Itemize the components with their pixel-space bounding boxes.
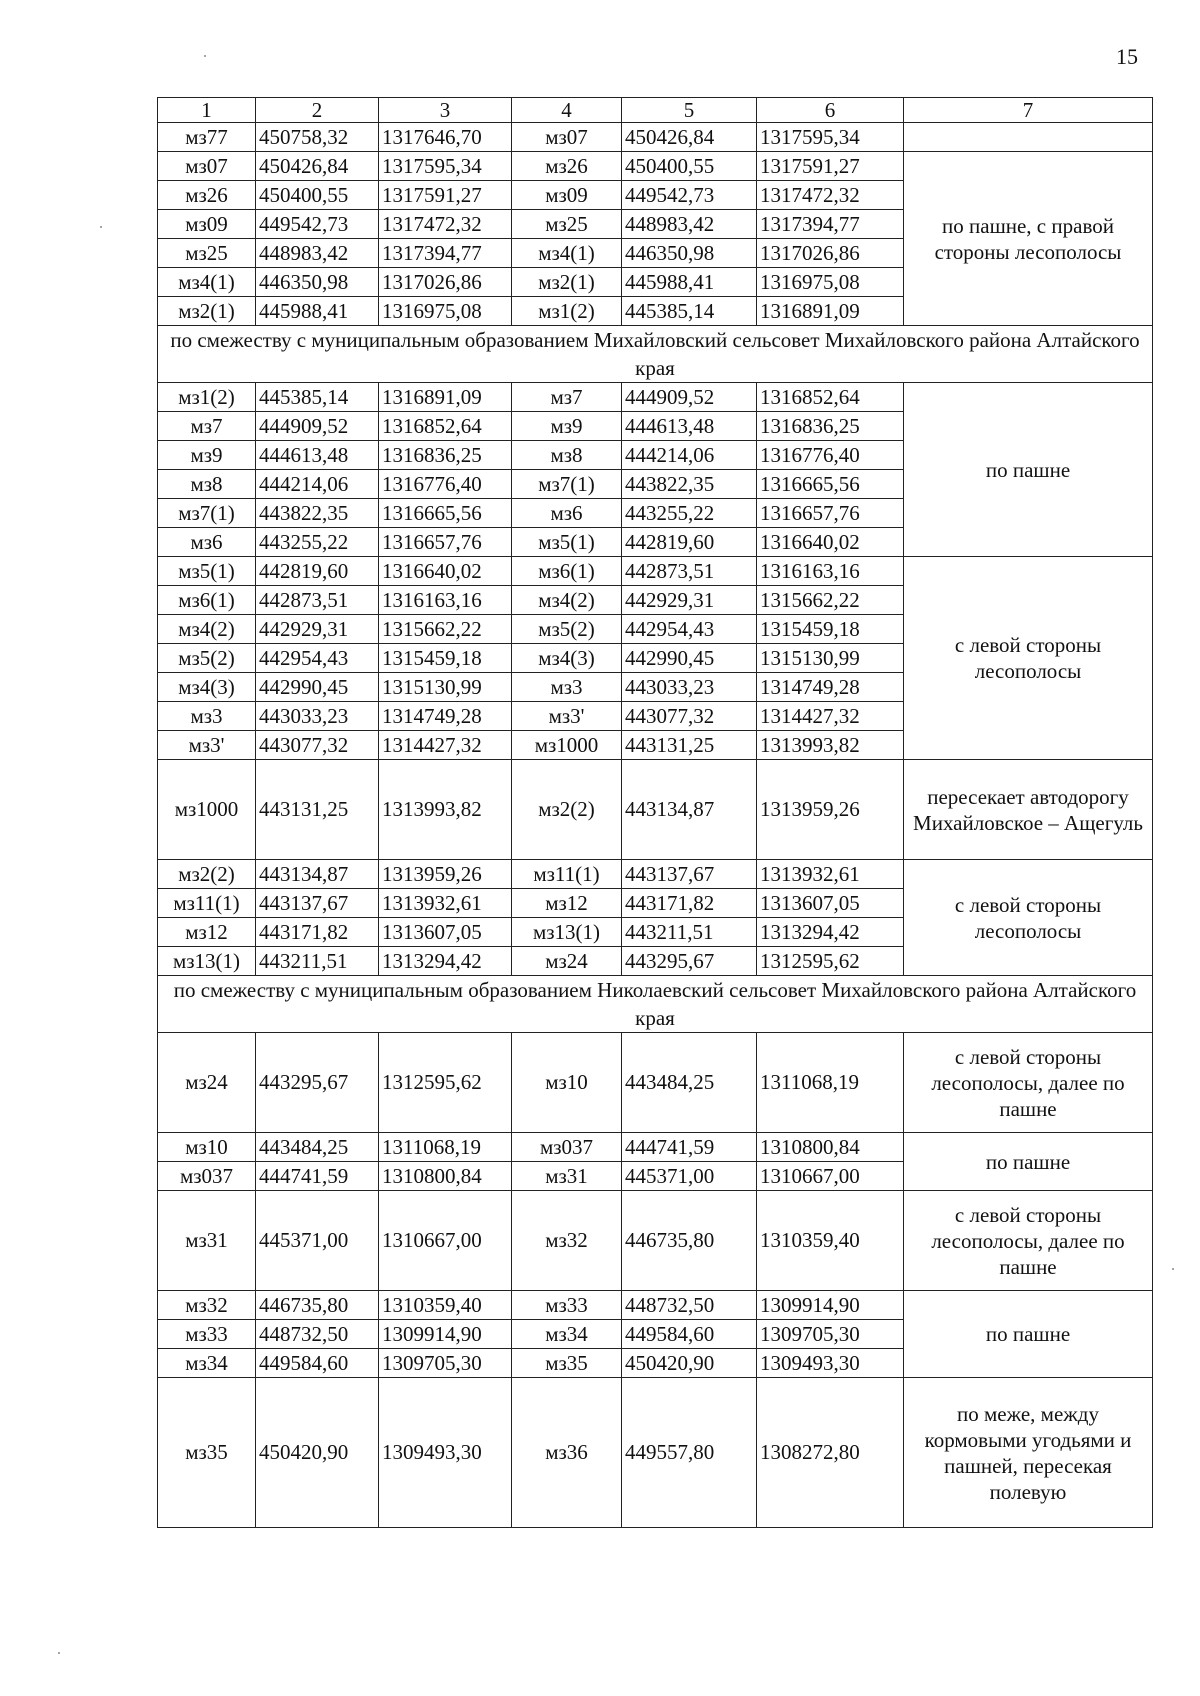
point-from-cell: мз8 xyxy=(158,470,256,499)
coordinate-cell: 1317394,77 xyxy=(379,239,512,268)
coordinate-cell: 442929,31 xyxy=(622,586,757,615)
coordinate-cell: 442990,45 xyxy=(256,673,379,702)
coordinate-cell: 450420,90 xyxy=(256,1378,379,1528)
table-row xyxy=(158,1133,1153,1162)
coordinate-cell: 442819,60 xyxy=(622,528,757,557)
coordinate-cell: 1317591,27 xyxy=(379,181,512,210)
header-cell: 4 xyxy=(512,98,622,123)
coordinate-cell: 1310359,40 xyxy=(379,1291,512,1320)
coordinate-cell: 442873,51 xyxy=(622,557,757,586)
coordinate-cell: 442990,45 xyxy=(622,644,757,673)
coordinate-cell: 443255,22 xyxy=(256,528,379,557)
coordinate-cell: 1313932,61 xyxy=(757,860,904,889)
coordinate-cell: 449542,73 xyxy=(622,181,757,210)
coordinate-cell: 442954,43 xyxy=(622,615,757,644)
coordinate-cell: 1316665,56 xyxy=(379,499,512,528)
coordinate-cell: 443295,67 xyxy=(256,1033,379,1133)
coordinate-cell: 445385,14 xyxy=(622,297,757,326)
coordinate-cell: 1309705,30 xyxy=(757,1320,904,1349)
coordinate-cell: 1315662,22 xyxy=(757,586,904,615)
point-to-cell: мз2(1) xyxy=(512,268,622,297)
coordinate-cell: 445385,14 xyxy=(256,383,379,412)
coordinate-cell: 443484,25 xyxy=(622,1033,757,1133)
table-row xyxy=(158,1291,1153,1320)
coordinate-cell: 1316657,76 xyxy=(379,528,512,557)
point-from-cell: мз34 xyxy=(158,1349,256,1378)
point-from-cell: мз26 xyxy=(158,181,256,210)
coordinate-cell: 1316975,08 xyxy=(757,268,904,297)
coordinate-cell: 1315459,18 xyxy=(757,615,904,644)
coordinate-cell: 450426,84 xyxy=(256,152,379,181)
point-to-cell: мз5(1) xyxy=(512,528,622,557)
coordinate-cell: 1315130,99 xyxy=(379,673,512,702)
coordinate-cell: 444741,59 xyxy=(622,1133,757,1162)
point-from-cell: мз4(3) xyxy=(158,673,256,702)
boundary-description-cell: по пашне, с правой стороны лесополосы xyxy=(904,152,1153,326)
coordinate-cell: 443033,23 xyxy=(256,702,379,731)
point-to-cell: мз4(1) xyxy=(512,239,622,268)
coordinate-cell: 443171,82 xyxy=(622,889,757,918)
point-to-cell: мз1(2) xyxy=(512,297,622,326)
boundary-description-cell: с левой стороны лесополосы xyxy=(904,860,1153,976)
coordinate-cell: 449584,60 xyxy=(622,1320,757,1349)
coordinate-cell: 1310359,40 xyxy=(757,1191,904,1291)
coordinate-cell: 448732,50 xyxy=(256,1320,379,1349)
coordinate-cell: 1316657,76 xyxy=(757,499,904,528)
coordinate-cell: 443211,51 xyxy=(622,918,757,947)
coordinate-cell: 1317472,32 xyxy=(379,210,512,239)
point-from-cell: мз07 xyxy=(158,152,256,181)
point-to-cell: мз6(1) xyxy=(512,557,622,586)
point-from-cell: мз4(2) xyxy=(158,615,256,644)
point-from-cell: мз5(1) xyxy=(158,557,256,586)
coordinate-cell: 443033,23 xyxy=(622,673,757,702)
coordinate-cell: 450420,90 xyxy=(622,1349,757,1378)
scan-speck xyxy=(204,55,206,57)
coordinate-cell: 443822,35 xyxy=(622,470,757,499)
coordinate-cell: 1310667,00 xyxy=(757,1162,904,1191)
boundary-description-cell: с левой стороны лесополосы xyxy=(904,557,1153,760)
point-to-cell: мз31 xyxy=(512,1162,622,1191)
coordinate-cell: 449542,73 xyxy=(256,210,379,239)
point-to-cell: мз7 xyxy=(512,383,622,412)
coordinate-cell: 444741,59 xyxy=(256,1162,379,1191)
point-from-cell: мз5(2) xyxy=(158,644,256,673)
coordinate-cell: 1314749,28 xyxy=(379,702,512,731)
point-to-cell: мз33 xyxy=(512,1291,622,1320)
coordinate-cell: 1313993,82 xyxy=(757,731,904,760)
coordinate-cell: 446735,80 xyxy=(256,1291,379,1320)
coordinate-cell: 442929,31 xyxy=(256,615,379,644)
point-from-cell: мз7(1) xyxy=(158,499,256,528)
point-to-cell: мз26 xyxy=(512,152,622,181)
point-to-cell: мз09 xyxy=(512,181,622,210)
point-from-cell: мз3' xyxy=(158,731,256,760)
point-from-cell: мз037 xyxy=(158,1162,256,1191)
coordinate-cell: 443211,51 xyxy=(256,947,379,976)
boundary-description-cell xyxy=(904,123,1153,152)
coordinate-cell: 1316640,02 xyxy=(757,528,904,557)
point-to-cell: мз12 xyxy=(512,889,622,918)
point-to-cell: мз9 xyxy=(512,412,622,441)
coordinate-cell: 445371,00 xyxy=(256,1191,379,1291)
point-to-cell: мз10 xyxy=(512,1033,622,1133)
coordinate-cell: 1316776,40 xyxy=(757,441,904,470)
point-from-cell: мз35 xyxy=(158,1378,256,1528)
coordinate-cell: 1313959,26 xyxy=(757,760,904,860)
coordinate-cell: 1316640,02 xyxy=(379,557,512,586)
coordinate-cell: 1314427,32 xyxy=(757,702,904,731)
coordinate-cell: 443822,35 xyxy=(256,499,379,528)
point-from-cell: мз33 xyxy=(158,1320,256,1349)
coordinate-cell: 1309914,90 xyxy=(379,1320,512,1349)
coordinate-cell: 1311068,19 xyxy=(379,1133,512,1162)
coordinate-cell: 1313932,61 xyxy=(379,889,512,918)
coordinate-cell: 1314427,32 xyxy=(379,731,512,760)
coordinate-cell: 448732,50 xyxy=(622,1291,757,1320)
coordinate-cell: 442954,43 xyxy=(256,644,379,673)
coordinate-cell: 1313607,05 xyxy=(379,918,512,947)
point-to-cell: мз4(3) xyxy=(512,644,622,673)
coordinate-cell: 1317472,32 xyxy=(757,181,904,210)
coordinate-cell: 1309705,30 xyxy=(379,1349,512,1378)
boundary-description-cell: по пашне xyxy=(904,1133,1153,1191)
coordinate-cell: 448983,42 xyxy=(256,239,379,268)
table-body xyxy=(158,123,1153,1528)
point-from-cell: мз7 xyxy=(158,412,256,441)
coordinate-cell: 446350,98 xyxy=(256,268,379,297)
coordinate-cell: 449584,60 xyxy=(256,1349,379,1378)
coordinate-cell: 443295,67 xyxy=(622,947,757,976)
point-from-cell: мз77 xyxy=(158,123,256,152)
boundary-description-cell: по пашне xyxy=(904,1291,1153,1378)
point-from-cell: мз6 xyxy=(158,528,256,557)
point-from-cell: мз2(2) xyxy=(158,860,256,889)
point-from-cell: мз4(1) xyxy=(158,268,256,297)
coordinate-cell: 1313993,82 xyxy=(379,760,512,860)
coordinate-cell: 1315459,18 xyxy=(379,644,512,673)
coordinate-cell: 1317026,86 xyxy=(757,239,904,268)
coordinate-cell: 446350,98 xyxy=(622,239,757,268)
header-cell: 6 xyxy=(757,98,904,123)
coordinate-cell: 444214,06 xyxy=(256,470,379,499)
coordinate-cell: 445988,41 xyxy=(256,297,379,326)
coordinate-cell: 442819,60 xyxy=(256,557,379,586)
coordinate-cell: 1315662,22 xyxy=(379,615,512,644)
table-row xyxy=(158,1191,1153,1291)
point-from-cell: мз3 xyxy=(158,702,256,731)
coordinate-cell: 443131,25 xyxy=(622,731,757,760)
point-from-cell: мз6(1) xyxy=(158,586,256,615)
coordinate-cell: 1317646,70 xyxy=(379,123,512,152)
coordinate-cell: 443134,87 xyxy=(622,760,757,860)
coordinate-cell: 1313959,26 xyxy=(379,860,512,889)
point-to-cell: мз2(2) xyxy=(512,760,622,860)
coordinate-cell: 442873,51 xyxy=(256,586,379,615)
coordinate-cell: 1316163,16 xyxy=(379,586,512,615)
coordinate-cell: 444909,52 xyxy=(256,412,379,441)
point-from-cell: мз12 xyxy=(158,918,256,947)
coordinate-cell: 1316776,40 xyxy=(379,470,512,499)
point-to-cell: мз13(1) xyxy=(512,918,622,947)
point-from-cell: мз13(1) xyxy=(158,947,256,976)
coordinate-cell: 1316891,09 xyxy=(379,383,512,412)
coordinate-cell: 1316836,25 xyxy=(379,441,512,470)
coordinate-cell: 1309493,30 xyxy=(757,1349,904,1378)
coordinate-cell: 1316665,56 xyxy=(757,470,904,499)
point-from-cell: мз09 xyxy=(158,210,256,239)
coordinate-cell: 1312595,62 xyxy=(379,1033,512,1133)
point-to-cell: мз4(2) xyxy=(512,586,622,615)
point-to-cell: мз34 xyxy=(512,1320,622,1349)
coordinate-cell: 1316852,64 xyxy=(757,383,904,412)
coordinate-cell: 444613,48 xyxy=(622,412,757,441)
point-to-cell: мз35 xyxy=(512,1349,622,1378)
coordinate-cell: 444214,06 xyxy=(622,441,757,470)
point-to-cell: мз7(1) xyxy=(512,470,622,499)
boundary-description-cell: с левой стороны лесополосы, далее по пашне xyxy=(904,1191,1153,1291)
table-row xyxy=(158,760,1153,860)
point-to-cell: мз1000 xyxy=(512,731,622,760)
scan-speck xyxy=(1172,1268,1174,1270)
table-row xyxy=(158,152,1153,181)
coordinate-cell: 1313294,42 xyxy=(379,947,512,976)
coordinate-cell: 443255,22 xyxy=(622,499,757,528)
point-from-cell: мз9 xyxy=(158,441,256,470)
point-to-cell: мз3' xyxy=(512,702,622,731)
table-row xyxy=(158,383,1153,412)
coordinate-cell: 444909,52 xyxy=(622,383,757,412)
coordinate-cell: 1315130,99 xyxy=(757,644,904,673)
coordinate-cell: 443484,25 xyxy=(256,1133,379,1162)
point-to-cell: мз36 xyxy=(512,1378,622,1528)
coordinate-cell: 450758,32 xyxy=(256,123,379,152)
coordinate-cell: 1309914,90 xyxy=(757,1291,904,1320)
coordinate-cell: 443171,82 xyxy=(256,918,379,947)
point-from-cell: мз2(1) xyxy=(158,297,256,326)
coordinate-cell: 1313294,42 xyxy=(757,918,904,947)
coordinate-cell: 443134,87 xyxy=(256,860,379,889)
coordinate-cell: 1310800,84 xyxy=(757,1133,904,1162)
table-row xyxy=(158,860,1153,889)
section-heading: по смежеству с муниципальным образованием Николаевский сельсовет Михайловского района Алтайского края xyxy=(158,976,1153,1033)
coordinate-cell: 1316852,64 xyxy=(379,412,512,441)
coordinate-cell: 443077,32 xyxy=(256,731,379,760)
point-from-cell: мз1(2) xyxy=(158,383,256,412)
point-to-cell: мз11(1) xyxy=(512,860,622,889)
coordinate-cell: 1317026,86 xyxy=(379,268,512,297)
section-heading: по смежеству с муниципальным образованием Михайловский сельсовет Михайловского района Алтайского края xyxy=(158,326,1153,383)
coordinate-cell: 450400,55 xyxy=(256,181,379,210)
point-from-cell: мз1000 xyxy=(158,760,256,860)
boundary-description-cell: по пашне xyxy=(904,383,1153,557)
coordinate-cell: 1316891,09 xyxy=(757,297,904,326)
point-to-cell: мз25 xyxy=(512,210,622,239)
coordinate-cell: 1317595,34 xyxy=(757,123,904,152)
point-to-cell: мз8 xyxy=(512,441,622,470)
section-row xyxy=(158,976,1153,1033)
table-row xyxy=(158,1378,1153,1528)
boundary-description-cell: по меже, между кормовыми угодьями и пашней, пересекая полевую xyxy=(904,1378,1153,1528)
header-cell: 3 xyxy=(379,98,512,123)
header-cell: 7 xyxy=(904,98,1153,123)
coordinate-cell: 1308272,80 xyxy=(757,1378,904,1528)
point-from-cell: мз11(1) xyxy=(158,889,256,918)
coordinate-cell: 449557,80 xyxy=(622,1378,757,1528)
coordinate-cell: 1316975,08 xyxy=(379,297,512,326)
coordinate-cell: 450426,84 xyxy=(622,123,757,152)
coordinate-cell: 443137,67 xyxy=(622,860,757,889)
coordinate-cell: 1317394,77 xyxy=(757,210,904,239)
coordinate-cell: 1311068,19 xyxy=(757,1033,904,1133)
boundary-coordinates-table xyxy=(157,97,1153,1528)
coordinate-cell: 444613,48 xyxy=(256,441,379,470)
point-to-cell: мз24 xyxy=(512,947,622,976)
header-cell: 2 xyxy=(256,98,379,123)
coordinate-cell: 445988,41 xyxy=(622,268,757,297)
coordinate-cell: 1317591,27 xyxy=(757,152,904,181)
point-to-cell: мз6 xyxy=(512,499,622,528)
coordinate-cell: 450400,55 xyxy=(622,152,757,181)
coordinate-cell: 448983,42 xyxy=(622,210,757,239)
section-row xyxy=(158,326,1153,383)
point-from-cell: мз10 xyxy=(158,1133,256,1162)
coordinate-cell: 1317595,34 xyxy=(379,152,512,181)
coordinate-cell: 1309493,30 xyxy=(379,1378,512,1528)
table-row xyxy=(158,123,1153,152)
boundary-description-cell: пересекает автодорогу Михайловское – Ащегуль xyxy=(904,760,1153,860)
coordinate-cell: 443131,25 xyxy=(256,760,379,860)
scan-speck xyxy=(58,1652,60,1654)
coordinate-cell: 1312595,62 xyxy=(757,947,904,976)
scan-speck xyxy=(100,226,102,228)
header-row xyxy=(158,98,1153,123)
header-cell: 5 xyxy=(622,98,757,123)
page-number: 15 xyxy=(1116,44,1138,69)
coordinate-cell: 1314749,28 xyxy=(757,673,904,702)
coordinate-cell: 443077,32 xyxy=(622,702,757,731)
coordinate-cell: 1313607,05 xyxy=(757,889,904,918)
coordinate-cell: 1310800,84 xyxy=(379,1162,512,1191)
boundary-description-cell: с левой стороны лесополосы, далее по пашне xyxy=(904,1033,1153,1133)
coordinate-cell: 446735,80 xyxy=(622,1191,757,1291)
point-from-cell: мз32 xyxy=(158,1291,256,1320)
point-to-cell: мз32 xyxy=(512,1191,622,1291)
point-to-cell: мз07 xyxy=(512,123,622,152)
coordinate-cell: 1310667,00 xyxy=(379,1191,512,1291)
coordinate-cell: 445371,00 xyxy=(622,1162,757,1191)
table-row xyxy=(158,1033,1153,1133)
point-to-cell: мз037 xyxy=(512,1133,622,1162)
point-from-cell: мз25 xyxy=(158,239,256,268)
header-cell: 1 xyxy=(158,98,256,123)
table-row xyxy=(158,557,1153,586)
point-to-cell: мз5(2) xyxy=(512,615,622,644)
point-from-cell: мз24 xyxy=(158,1033,256,1133)
point-to-cell: мз3 xyxy=(512,673,622,702)
point-from-cell: мз31 xyxy=(158,1191,256,1291)
coordinate-cell: 1316836,25 xyxy=(757,412,904,441)
coordinate-cell: 1316163,16 xyxy=(757,557,904,586)
coordinate-cell: 443137,67 xyxy=(256,889,379,918)
